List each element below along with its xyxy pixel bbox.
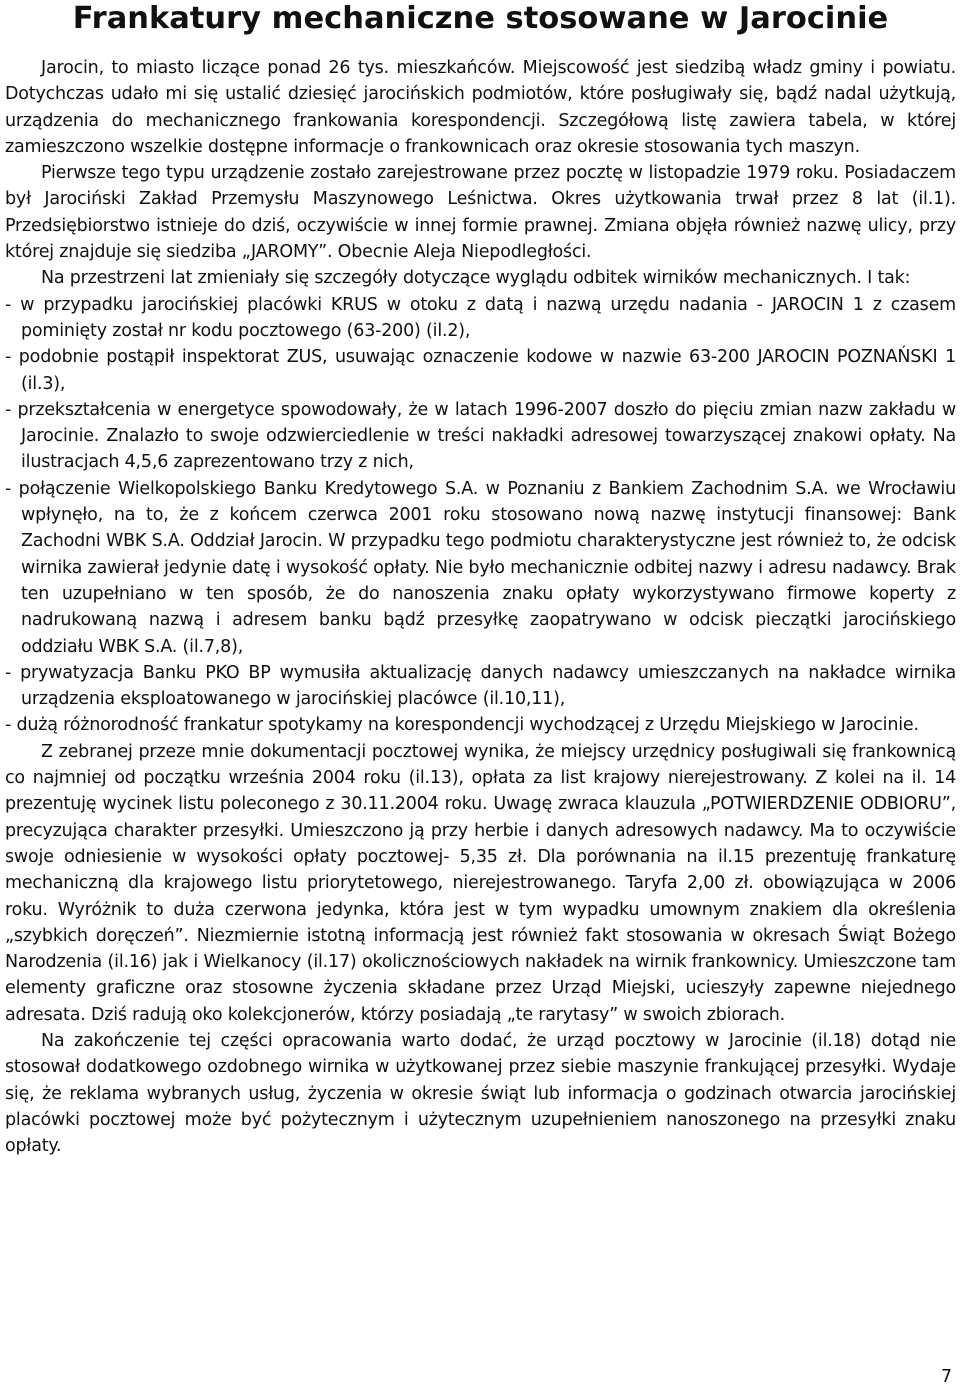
paragraph: Na zakończenie tej części opracowania warto dodać, że urząd pocztowy w Jarocinie (il.18) dotąd nie stosował dodatkowego ozdobnego wirnika w użytkowanej przez siebie maszynie frankującej przesyłki. Wydaje się, że reklama wybranych usług, życzenia w okresie świąt lub informacja o godzinach otwarcia jarocińskiej placówki pocztowej może być pożytecznym i użytecznym uzupełnieniem nanoszonego na przesyłki znaku opłaty.: [5, 1030, 956, 1157]
list-item: - w przypadku jarocińskiej placówki KRUS w otoku z datą i nazwą urzędu nadania - JAROCIN 1 z czasem pominięty został nr kodu pocztowego (63-200) (il.2),: [5, 294, 956, 341]
list-item: - dużą różnorodność frankatur spotykamy na korespondencji wychodzącej z Urzędu Miejskiego w Jarocinie.: [5, 715, 919, 736]
page-title: Frankatury mechaniczne stosowane w Jarocinie: [72, 1, 889, 36]
paragraph: Z zebranej przeze mnie dokumentacji pocztowej wynika, że miejscy urzędnicy posługiwali się frankownicą co najmniej od początku września 2004 roku (il.13), opłata za list krajowy nierejestrowany. Z kolei na il. 14 prezentuję wycinek listu poleconego z 30.11.2004 roku. Uwagę zwraca klauzula „POTWIERDZENIE ODBIORU”, precyzująca charakter przesyłki. Umieszczono ją przy herbie i danych adresowych nadawcy. Ma to oczywiście swoje odniesienie w wysokości opłaty pocztowej- 5,35 zł. Dla porównania na il.15 prezentuję frankaturę mechaniczną dla krajowego listu priorytetowego, nierejestrowanego. Taryfa 2,00 zł. obowiązująca w 2006 roku. Wyróżnik to duża czerwona jedynka, która jest w tym wypadku umownym znakiem dla określenia „szybkich doręczeń”. Niezmiernie istotną informacją jest również fakt stosowania w okresach Świąt Bożego Narodzenia (il.16) jak i Wielkanocy (il.17) okolicznościowych nakładek na wirnik frankownicy. Umieszczone tam elementy graficzne oraz stosowne życzenia składane przez Urząd Miejski, ucieszyły zapewne niejednego adresata. Dziś radują oko kolekcjonerów, którzy posiadają „te rarytasy” w swoich zbiorach.: [5, 741, 956, 1025]
paragraph: Na przestrzeni lat zmieniały się szczegóły dotyczące wyglądu odbitek wirników mechanicznych. I tak:: [41, 268, 911, 289]
list-item: - podobnie postąpił inspektorat ZUS, usuwając oznaczenie kodowe w nazwie 63-200 JAROCIN POZNAŃSKI 1 (il.3),: [5, 347, 956, 394]
article-body: [5, 55, 956, 1159]
page-number: 7: [940, 1367, 952, 1387]
list-item: - prywatyzacja Banku PKO BP wymusiła aktualizację danych nadawcy umieszczanych na nakładce wirnika urządzenia eksploatowanego w jarocińskiej placówce (il.10,11),: [5, 662, 956, 710]
paragraph: Jarocin, to miasto liczące ponad 26 tys. mieszkańców. Miejscowość jest siedzibą władz gminy i powiatu. Dotychczas udało mi się ustalić dziesięć jarocińskich podmiotów, które posługiwały się, bądź nadal użytkują, urządzenia do mechanicznego frankowania korespondencji. Szczegółową listę zawiera tabela, w której zamieszczono wszelkie dostępne informacje o frankownicach oraz okresie stosowania tych maszyn.: [5, 58, 956, 157]
list-item: - przekształcenia w energetyce spowodowały, że w latach 1996-2007 doszło do pięciu zmian nazw zakładu w Jarocinie. Znalazło to swoje odzwierciedlenie w treści nakładki adresowej towarzyszącej znakowi opłaty. Na ilustracjach 4,5,6 zaprezentowano trzy z nich,: [5, 399, 956, 473]
paragraph: Pierwsze tego typu urządzenie zostało zarejestrowane przez pocztę w listopadzie 1979 roku. Posiadaczem był Jarociński Zakład Przemysłu Maszynowego Leśnictwa. Okres użytkowania trwał przez 8 lat (il.1). Przedsiębiorstwo istnieje do dziś, oczywiście w innej formie prawnej. Zmiana objęła również nazwę ulicy, przy której znajduje się siedziba „JAROMY”. Obecnie Aleja Niepodległości.: [5, 163, 956, 263]
list-item: - połączenie Wielkopolskiego Banku Kredytowego S.A. w Poznaniu z Bankiem Zachodnim S.A. we Wrocławiu wpłynęło, na to, że z końcem czerwca 2001 roku stosowano nową nazwę instytucji finansowej: Bank Zachodni WBK S.A. Oddział Jarocin. W przypadku tego podmiotu charakterystyczne jest również to, że odcisk wirnika zawierał jedynie datę i wysokość opłaty. Nie było mechanicznie odbitej nazwy i adresu nadawcy. Brak ten uzupełniano w ten sposób, że do nanoszenia znaku opłaty wykorzystywano firmowe koperty z nadrukowaną nazwą i adresem banku bądź przesyłkę zaopatrywano w odcisk pieczątki jarocińskiego oddziału WBK S.A. (il.7,8),: [5, 478, 956, 657]
